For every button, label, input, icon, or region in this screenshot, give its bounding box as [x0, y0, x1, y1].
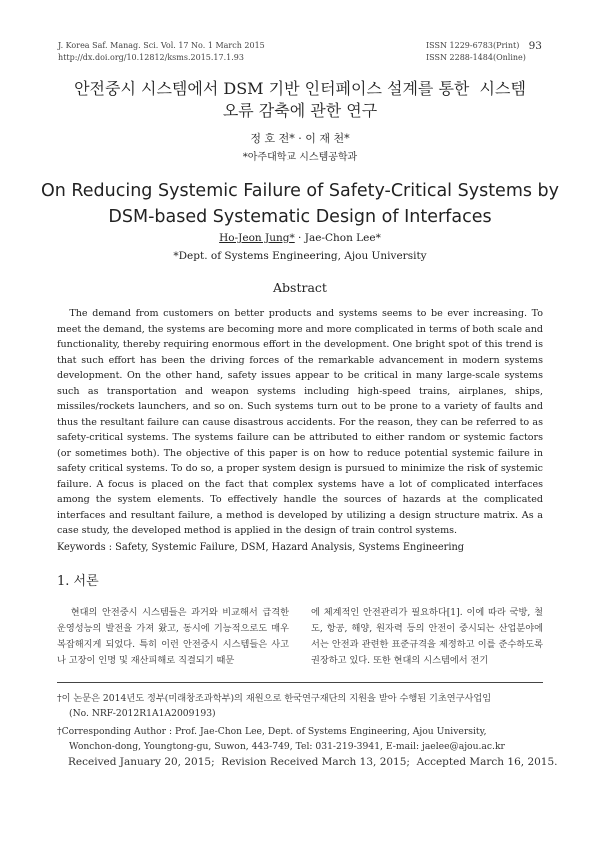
english-title-line2: DSM-based Systematic Design of Interfaces: [108, 207, 492, 227]
english-title-line1: On Reducing Systemic Failure of Safety-Critical Systems by: [40, 181, 560, 201]
english-authors: [0, 232, 600, 244]
footnote-divider: [57, 682, 543, 683]
english-affiliation: *Dept. of Systems Engineering, Ajou University: [173, 250, 427, 262]
corresponding-author-line2: Wonchon-dong, Youngtong-gu, Suwon, 443-749, Tel: 031-219-3941, E-mail: jaelee@ajou.ac.kr: [69, 741, 505, 752]
body-left-column: 현대의 안전중시 시스템들은 과거와 비교해서 급격한 운영성능의 발전을 가져 왔고, 동시에 기능적으로도 매우 복잡해지게 되었다. 특히 이런 안전중시 시스템들은 사고나 고장이 인명 및 재산피해로 직결되기 때문: [57, 607, 289, 666]
korean-title-line1: 안전중시 시스템에서 DSM 기반 인터페이스 설계를 통한 시스템: [74, 79, 526, 98]
section-heading: 1. 서론: [57, 574, 99, 589]
corresponding-author-footnote: [57, 724, 543, 754]
funding-footnote: [57, 691, 543, 721]
received-dates: Received January 20, 2015; Revision Received March 13, 2015; Accepted March 16, 2015.: [68, 756, 558, 768]
issn-info: [426, 40, 526, 64]
body-right-column: 에 체계적인 안전관리가 필요하다[1]. 이에 따라 국방, 철도, 항공, 해양, 원자력 등의 안전이 중시되는 산업분야에서는 안전과 관련한 표준규격을 제정하고 이를 준수하도록 권장하고 있다. 또한 현대의 시스템에서 전기: [311, 607, 543, 666]
abstract-heading: Abstract: [273, 280, 327, 295]
abstract-body: The demand from customers on better products and systems seems to be ever increasing. To meet the demand, the systems are becoming more and more complicated in terms of both scale and functionality, thereby requiring enormous effort in the development. One bright spot of this trend is that such effort has been the driving forces of the remarkable advancement in modern systems development. On the other hand, safety issues appear to be critical in many large-scale systems such as transportation and weapon systems including high-speed trains, airplanes, ships, missiles/rockets launchers, and so on. Such systems turn out to be prone to a variety of faults and thus the resultant failure can cause disastrous accidents. For the reason, they can be referred to as safety-critical systems. The systems failure can be attributed to either random or systemic factors (or sometimes both). The objective of this paper is on how to reduce potential systemic failure in safety critical systems. To do so, a proper system design is pursued to minimize the risk of systemic failure. A focus is placed on the fact that complex systems have a lot of complicated interfaces among the system elements. To effectively handle the sources of hazards at the complicated interfaces and resultant failure, a method is developed by utilizing a design structure matrix. As a case study, the developed method is applied in the design of train control systems.: [57, 308, 543, 536]
english-title: [0, 178, 600, 230]
journal-citation: J. Korea Saf. Manag. Sci. Vol. 17 No. 1 March 2015: [58, 41, 265, 50]
page-number: 93: [528, 40, 542, 52]
korean-title-line2: 오류 감축에 관한 연구: [222, 101, 378, 120]
funding-footnote-line1: †이 논문은 2014년도 정부(미래창조과학부)의 재원으로 한국연구재단의 지원을 받아 수행된 기초연구사업임: [57, 693, 492, 704]
issn-online: ISSN 2288-1484(Online): [426, 53, 526, 62]
doi-link[interactable]: http://dx.doi.org/10.12812/ksms.2015.17.1.93: [58, 53, 244, 62]
author-1: Ho-Jeon Jung*: [219, 232, 295, 244]
corresponding-author-line1: †Corresponding Author : Prof. Jae-Chon Lee, Dept. of Systems Engineering, Ajou University,: [57, 726, 487, 737]
funding-footnote-line2: (No. NRF-2012R1A1A2009193): [69, 708, 216, 719]
korean-authors: 정 호 전* · 이 재 천*: [250, 132, 350, 145]
korean-affiliation: *아주대학교 시스템공학과: [242, 152, 358, 163]
author-separator: ·: [294, 232, 305, 244]
journal-info: [58, 40, 265, 64]
korean-title: [0, 78, 600, 122]
keywords: Keywords : Safety, Systemic Failure, DSM, Hazard Analysis, Systems Engineering: [57, 542, 465, 553]
issn-print: ISSN 1229-6783(Print): [426, 41, 520, 50]
author-2: Jae-Chon Lee*: [304, 232, 381, 244]
